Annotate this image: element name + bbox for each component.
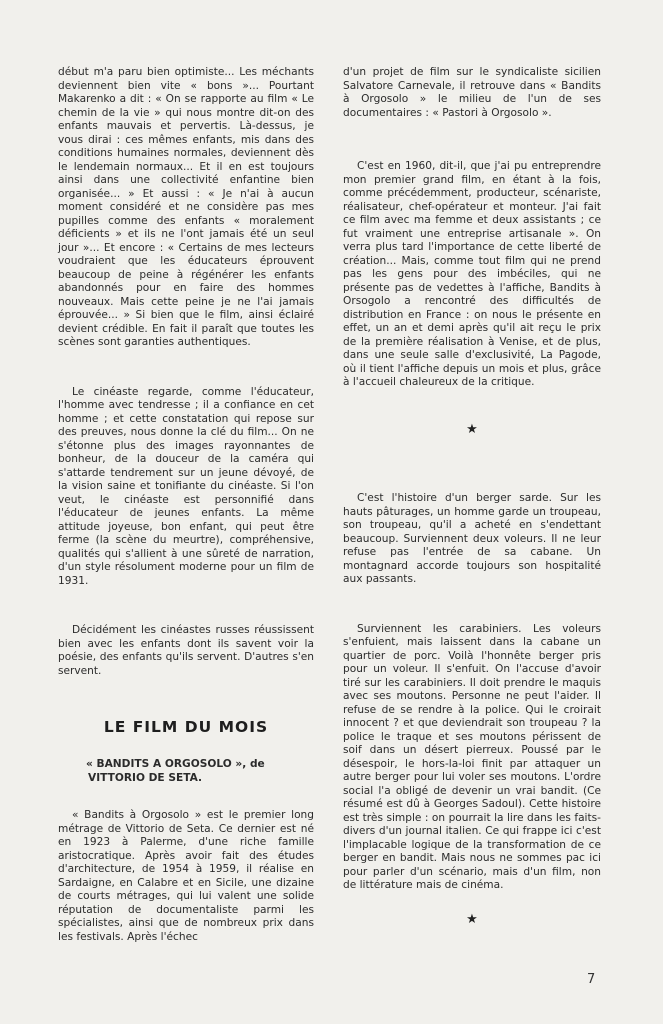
section-heading: LE FILM DU MOIS — [103, 718, 269, 736]
paragraph-projet: d'un projet de film sur le syndicaliste sicilien Salvatore Carnevale, il retrouve dans « Bandits à Orgosolo » le milieu de l'un de ses documentaires : « Pastori à Orgosolo ». — [343, 66, 601, 119]
paragraph-cineaste: Le cinéaste regarde, comme l'éducateur, l'homme avec tendresse ; il a confiance en cet homme ; et cette constatation qui repose sur des preuves, nous donne la clé du film... On ne s'étonne plus des images rayonnantes de bonheur, de la douceur de la caméra qui s'attarde tendrement sur un jeune dévoyé, de la vision saine et tonifiante du cinéaste. Si l'on veut, le cinéaste est personnifié dans l'éducateur de jeunes enfants. La même attitude joyeuse, bon enfant, qui peut être ferme (la scène du meurtre), compréhensive, qualités qui s'allient à une sûreté de narration, d'un style résolument moderne pour un film de 1931. — [58, 385, 314, 587]
paragraph-bandits-intro: « Bandits à Orgosolo » est le premier long métrage de Vittorio de Seta. Ce dernier est né en 1923 à Palerme, d'une riche famille aristocratique. Après avoir fait des études d'architecture, de 1954 à 1959, il réalise en Sardaigne, en Calabre et en Sicile, une dizaine de courts métrages, qui lui valent une solide réputation de documentaliste parmi les spécialistes, ainsi que de nombreux prix dans les festivals. Après l'échec — [58, 809, 314, 943]
paragraph-berger: C'est l'histoire d'un berger sarde. Sur les hauts pâturages, un homme garde un troupeau, son troupeau, qu'il a acheté en s'endettant beaucoup. Surviennent deux voleurs. Il ne leur refuse pas l'entrée de sa cabane. Un montagnard accorde toujours son hospitalité aux passants. — [343, 492, 601, 585]
paragraph-makarenko: début m'a paru bien optimiste... Les méchants deviennent bien vite « bons »... Pourtant Makarenko a dit : « On se rapporte au film « Le chemin de la vie » qui nous montre dit-on des enfants mauvais et pervertis. Là-dessus, je vous dirai : ces mêmes enfants, mis dans des conditions humaines normales, deviennent dès le lendemain normaux... Et il en est toujours ainsi dans une collectivité enfantine bien organisée... » Et aussi : « Je n'ai à aucun moment considéré et ne considère pas mes pupilles comme des enfants « moralement déficients » et ils ne l'ont jamais été un seul jour »... Et encore : « Certains de mes lecteurs voudraient que les éducateurs éprouvent beaucoup de peine à régénérer les enfants abandonnés pour en faire des hommes nouveaux. Mais cette peine je ne l'ai jamais éprouvée... » Si bien que le film, ainsi éclairé devient crédible. En fait il paraît que toutes les scènes sont garanties authentiques. — [58, 66, 314, 348]
end-star-icon: ★ — [466, 912, 478, 927]
paragraph-carabiniers: Surviennent les carabiniers. Les voleurs s'enfuient, mais laissent dans la cabane un quartier de porc. Voilà l'honnête berger pris pour un voleur. Il s'enfuit. On l'accuse d'avoir tiré sur les carabiniers. Il doit prendre le maquis avec ses moutons. Personne ne peut l'aider. Il refuse de se rendre à la police. Qui le croirait innocent ? et que deviendrait son troupeau ? la police le traque et ses moutons périssent de soif dans un désert pierreux. Poussé par le désespoir, le hors-la-loi finit par attaquer un autre berger pour lui voler ses moutons. L'ordre social l'a obligé de devenir un vrai bandit. (Ce résumé est dû à Georges Sadoul). Cette histoire est très simple : on pourrait la lire dans les faits-divers d'un journal italien. Ce qui frappe ici c'est l'implacable logique de la transformation de ce berger en bandit. Mais nous ne sommes pac ici pour parler d'un scénario, mais d'un film, non de littérature mais de cinéma. — [343, 622, 601, 891]
right-column-lower — [343, 492, 601, 893]
separator-star-icon: ★ — [466, 422, 478, 437]
page-number: 7 — [587, 972, 596, 987]
film-subheading: « BANDITS A ORGOSOLO », de VITTORIO DE SETA. — [86, 758, 265, 784]
left-column — [58, 66, 314, 944]
paragraph-decidement: Décidément les cinéastes russes réussissent bien avec les enfants dont ils savent voir la poésie, des enfants qu'ils servent. D'autres s'en servent. — [58, 624, 314, 677]
right-column — [343, 66, 601, 390]
paragraph-1960: C'est en 1960, dit-il, que j'ai pu entreprendre mon premier grand film, en étant à la fois, comme précédemment, producteur, scénariste, réalisateur, chef-opérateur et monteur. J'ai fait ce film avec ma femme et deux assistants ; ce fut vraiment une entreprise artisanale ». On verra plus tard l'importance de cette liberté de création... Mais, comme tout film qui ne prend pas les gens pour des imbéciles, qui ne présente pas de vedettes à l'affiche, Bandits à Orsogolo a rencontré des difficultés de distribution en France : on nous le présente en effet, un an et demi après qu'il ait reçu le prix de la première réalisation à Venise, et de plus, dans une seule salle d'exclusivité, La Pagode, où il tient l'affiche depuis un mois et plus, grâce à l'accueil chaleureux de la critique. — [343, 160, 601, 388]
